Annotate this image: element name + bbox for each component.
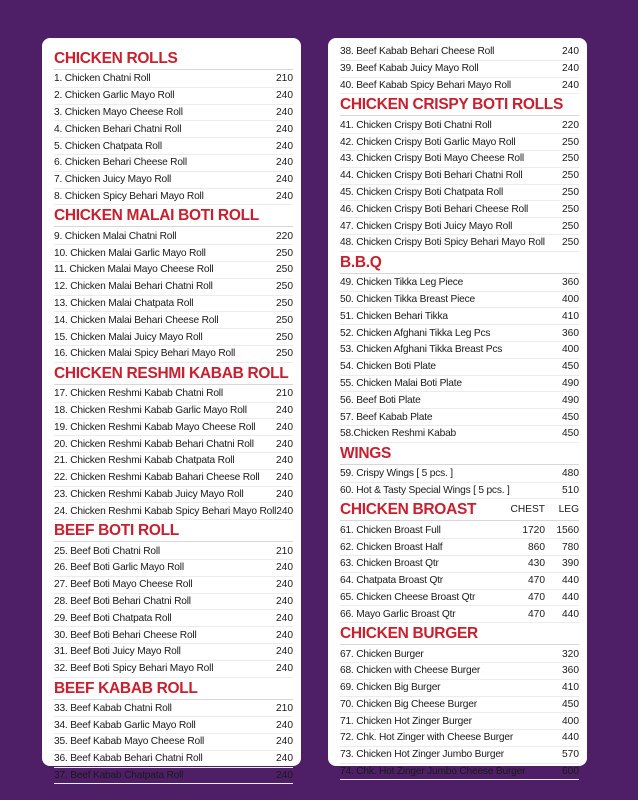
menu-item-price: 250	[562, 237, 579, 249]
menu-item-price: 440	[562, 732, 579, 744]
section-title-b-b-q: B.B.Q	[340, 252, 579, 274]
menu-item-price: 240	[276, 736, 293, 748]
menu-item-row	[54, 701, 293, 718]
menu-item-name: 62. Chicken Broast Half	[340, 541, 443, 553]
menu-item-price: 240	[276, 106, 293, 118]
menu-item-price: 240	[562, 79, 579, 91]
menu-item-row	[340, 483, 579, 500]
menu-item-price: 250	[276, 314, 293, 326]
menu-item-price: 360	[562, 327, 579, 339]
menu-item-name: 15. Chicken Malai Juicy Mayo Roll	[54, 331, 203, 343]
menu-item-row	[54, 312, 293, 329]
menu-item-name: 26. Beef Boti Garlic Mayo Roll	[54, 562, 184, 574]
menu-item-price: 250	[276, 264, 293, 276]
broast-item-row	[340, 539, 579, 556]
menu-item-row	[340, 663, 579, 680]
menu-item-price: 240	[276, 505, 294, 517]
broast-title: CHICKEN BROAST	[340, 501, 477, 519]
menu-item-name: 31. Beef Boti Juicy Mayo Roll	[54, 646, 181, 658]
right-menu-sections	[330, 40, 585, 780]
menu-item-row	[340, 78, 579, 95]
menu-item-row	[340, 392, 579, 409]
menu-item-price: 240	[276, 455, 293, 467]
menu-item-price: 210	[276, 73, 293, 85]
menu-item-price: 240	[276, 421, 293, 433]
menu-item-name: 30. Beef Boti Behari Cheese Roll	[54, 629, 197, 641]
leg-price: 440	[562, 608, 579, 620]
menu-item-row	[54, 560, 293, 577]
menu-item-name: 21. Chicken Reshmi Kabab Chatpata Roll	[54, 455, 235, 467]
menu-item-price: 250	[562, 220, 579, 232]
menu-item-price: 400	[562, 715, 579, 727]
menu-item-price: 210	[276, 702, 293, 714]
menu-item-name: 36. Beef Kabab Behari Chatni Roll	[54, 753, 203, 765]
menu-item-price: 240	[276, 629, 293, 641]
menu-item-price: 480	[562, 468, 579, 480]
menu-item-row	[54, 296, 293, 313]
menu-item-row	[340, 376, 579, 393]
section-title-wings: WINGS	[340, 443, 579, 465]
menu-item-price: 250	[562, 203, 579, 215]
menu-item-name: 25. Beef Boti Chatni Roll	[54, 545, 160, 557]
menu-item-row	[54, 419, 293, 436]
menu-item-name: 71. Chicken Hot Zinger Burger	[340, 715, 472, 727]
menu-item-name: 20. Chicken Reshmi Kabab Behari Chatni Roll	[54, 438, 254, 450]
menu-item-row	[340, 466, 579, 483]
menu-item-price: 220	[562, 119, 579, 131]
menu-item-price: 240	[276, 140, 293, 152]
menu-item-price: 240	[276, 190, 293, 202]
chest-price: 1720	[522, 524, 545, 536]
menu-item-price: 240	[276, 157, 293, 169]
broast-item-row	[340, 573, 579, 590]
menu-item-name: 47. Chicken Crispy Boti Juicy Mayo Roll	[340, 220, 513, 232]
menu-item-price: 240	[276, 646, 293, 658]
menu-item-name: 39. Beef Kabab Juicy Mayo Roll	[340, 63, 479, 75]
menu-item-name: 28. Beef Boti Behari Chatni Roll	[54, 595, 191, 607]
menu-item-price: 400	[562, 344, 579, 356]
menu-item-row	[54, 734, 293, 751]
menu-item-row	[340, 275, 579, 292]
leg-price: 1560	[556, 524, 579, 536]
menu-item-name: 34. Beef Kabab Garlic Mayo Roll	[54, 719, 196, 731]
menu-item-row	[340, 235, 579, 252]
menu-item-price: 400	[562, 293, 579, 305]
menu-item-name: 69. Chicken Big Burger	[340, 682, 441, 694]
menu-item-name: 3. Chicken Mayo Cheese Roll	[54, 106, 183, 118]
section-title-chicken-burger: CHICKEN BURGER	[340, 623, 579, 645]
menu-item-price: 490	[562, 394, 579, 406]
menu-item-name: 53. Chicken Afghani Tikka Breast Pcs	[340, 344, 503, 356]
menu-item-row	[54, 644, 293, 661]
menu-item-row	[54, 717, 293, 734]
menu-item-name: 41. Chicken Crispy Boti Chatni Roll	[340, 119, 492, 131]
menu-item-row	[54, 279, 293, 296]
menu-item-name: 13. Chicken Malai Chatpata Roll	[54, 297, 194, 309]
menu-item-price: 250	[276, 297, 293, 309]
menu-item-name: 49. Chicken Tikka Leg Piece	[340, 277, 464, 289]
menu-item-name: 67. Chicken Burger	[340, 648, 424, 660]
menu-item-name: 7. Chicken Juicy Mayo Roll	[54, 174, 172, 186]
menu-item-name: 70. Chicken Big Cheese Burger	[340, 698, 477, 710]
menu-item-price: 240	[276, 579, 293, 591]
menu-item-row	[340, 409, 579, 426]
broast-item-row	[340, 590, 579, 607]
menu-item-price: 210	[276, 388, 293, 400]
menu-item-name: 5. Chicken Chatpata Roll	[54, 140, 162, 152]
chest-price: 860	[528, 541, 545, 553]
menu-item-price: 250	[276, 348, 293, 360]
menu-item-name: 27. Beef Boti Mayo Cheese Roll	[54, 579, 193, 591]
chest-price: 470	[528, 608, 545, 620]
left-menu-panel	[44, 40, 299, 782]
menu-item-name: 18. Chicken Reshmi Kabab Garlic Mayo Roll	[54, 404, 247, 416]
menu-item-price: 240	[276, 719, 293, 731]
menu-item-price: 240	[276, 472, 293, 484]
menu-item-row	[54, 386, 293, 403]
menu-item-name: 38. Beef Kabab Behari Cheese Roll	[340, 46, 495, 58]
menu-item-row	[54, 577, 293, 594]
menu-item-name: 45. Chicken Crispy Boti Chatpata Roll	[340, 186, 504, 198]
menu-item-name: 40. Beef Kabab Spicy Behari Mayo Roll	[340, 79, 511, 91]
menu-item-name: 44. Chicken Crispy Boti Behari Chatni Roll	[340, 170, 523, 182]
menu-item-name: 22. Chicken Reshmi Kabab Bahari Cheese Roll	[54, 472, 260, 484]
menu-item-name: 6. Chicken Behari Cheese Roll	[54, 157, 187, 169]
menu-item-name: 56. Beef Boti Plate	[340, 394, 421, 406]
menu-item-row	[54, 346, 293, 363]
menu-item-price: 360	[562, 277, 579, 289]
menu-item-price: 240	[276, 488, 293, 500]
menu-item-price: 240	[276, 90, 293, 102]
menu-item-row	[340, 151, 579, 168]
menu-item-row	[340, 117, 579, 134]
menu-item-name: 4. Chicken Behari Chatni Roll	[54, 123, 182, 135]
menu-item-price: 320	[562, 648, 579, 660]
menu-item-row	[54, 329, 293, 346]
menu-item-price: 250	[562, 170, 579, 182]
menu-item-row	[54, 262, 293, 279]
menu-item-price: 600	[562, 766, 579, 778]
menu-item-name: 74. Chk. Hot Zinger Jumbo Cheese Burger	[340, 766, 526, 778]
menu-item-price: 240	[276, 174, 293, 186]
menu-item-price: 240	[276, 404, 293, 416]
menu-item-price: 250	[562, 153, 579, 165]
menu-item-name: 72. Chk. Hot Zinger with Cheese Burger	[340, 732, 514, 744]
menu-item-price: 490	[562, 377, 579, 389]
menu-item-price: 240	[276, 438, 293, 450]
chest-price: 430	[528, 558, 545, 570]
section-title-beef-boti-roll: BEEF BOTI ROLL	[54, 520, 293, 542]
menu-item-price: 250	[562, 186, 579, 198]
leg-price: 390	[562, 558, 579, 570]
menu-item-price: 240	[276, 663, 293, 675]
menu-item-price: 240	[276, 770, 293, 782]
menu-item-row	[340, 426, 579, 443]
menu-item-name: 37. Beef Kabab Chatpata Roll	[54, 770, 184, 782]
menu-item-name: 57. Beef Kabab Plate	[340, 411, 433, 423]
menu-item-price: 450	[562, 698, 579, 710]
menu-item-row	[54, 470, 293, 487]
menu-item-name: 65. Chicken Cheese Broast Qtr	[340, 591, 476, 603]
menu-item-row	[54, 768, 293, 785]
menu-item-name: 32. Beef Boti Spicy Behari Mayo Roll	[54, 663, 214, 675]
menu-item-name: 48. Chicken Crispy Boti Spicy Behari Mayo Roll	[340, 237, 545, 249]
menu-item-name: 54. Chicken Boti Plate	[340, 361, 436, 373]
menu-item-name: 43. Chicken Crispy Boti Mayo Cheese Roll	[340, 153, 524, 165]
menu-item-row	[54, 121, 293, 138]
menu-item-price: 450	[562, 361, 579, 373]
menu-item-price: 510	[562, 484, 579, 496]
left-menu-sections	[44, 40, 299, 784]
menu-item-name: 12. Chicken Malai Behari Chatni Roll	[54, 281, 213, 293]
menu-item-name: 14. Chicken Malai Behari Cheese Roll	[54, 314, 219, 326]
menu-item-row	[54, 627, 293, 644]
menu-item-row	[54, 105, 293, 122]
chest-price: 470	[528, 575, 545, 587]
menu-item-row	[54, 436, 293, 453]
menu-item-row	[340, 185, 579, 202]
menu-item-name: 16. Chicken Malai Spicy Behari Mayo Roll	[54, 348, 236, 360]
menu-item-price: 450	[562, 411, 579, 423]
menu-item-name: 35. Beef Kabab Mayo Cheese Roll	[54, 736, 205, 748]
menu-item-name: 33. Beef Kabab Chatni Roll	[54, 702, 172, 714]
menu-item-price: 240	[276, 123, 293, 135]
section-title-chicken-crispy-boti-rolls: CHICKEN CRISPY BOTI ROLLS	[340, 94, 579, 116]
menu-item-name: 51. Chicken Behari Tikka	[340, 310, 448, 322]
menu-item-name: 55. Chicken Malai Boti Plate	[340, 377, 462, 389]
section-title-chicken-broast	[340, 499, 579, 521]
menu-item-row	[54, 155, 293, 172]
section-title-chicken-rolls: CHICKEN ROLLS	[54, 48, 293, 70]
menu-item-price: 250	[562, 136, 579, 148]
menu-item-row	[340, 44, 579, 61]
menu-item-name: 19. Chicken Reshmi Kabab Mayo Cheese Roll	[54, 421, 256, 433]
menu-item-price: 360	[562, 665, 579, 677]
menu-item-name: 1. Chicken Chatni Roll	[54, 73, 151, 85]
menu-item-price: 250	[276, 247, 293, 259]
menu-item-row	[54, 453, 293, 470]
broast-item-row	[340, 556, 579, 573]
menu-item-price: 410	[562, 310, 579, 322]
leg-column-header: LEG	[558, 504, 579, 516]
menu-item-name: 59. Crispy Wings [ 5 pcs. ]	[340, 468, 453, 480]
leg-price: 780	[562, 541, 579, 553]
menu-item-name: 46. Chicken Crispy Boti Behari Cheese Roll	[340, 203, 529, 215]
menu-item-name: 29. Beef Boti Chatpata Roll	[54, 612, 172, 624]
menu-item-price: 210	[276, 545, 293, 557]
menu-item-name: 50. Chicken Tikka Breast Piece	[340, 293, 475, 305]
menu-item-row	[340, 61, 579, 78]
continued-beef-kabab-rows	[340, 44, 579, 94]
menu-item-row	[340, 308, 579, 325]
menu-item-name: 64. Chatpata Broast Qtr	[340, 575, 443, 587]
chest-price: 470	[528, 591, 545, 603]
menu-item-price: 240	[276, 595, 293, 607]
menu-item-row	[54, 661, 293, 678]
leg-price: 440	[562, 591, 579, 603]
menu-item-price: 240	[276, 562, 293, 574]
menu-item-name: 10. Chicken Malai Garlic Mayo Roll	[54, 247, 206, 259]
menu-item-name: 61. Chicken Broast Full	[340, 524, 441, 536]
menu-item-price: 220	[276, 230, 293, 242]
menu-item-name: 9. Chicken Malai Chatni Roll	[54, 230, 177, 242]
menu-item-name: 42. Chicken Crispy Boti Garlic Mayo Roll	[340, 136, 516, 148]
right-menu-panel	[330, 40, 585, 778]
menu-item-row	[54, 403, 293, 420]
menu-item-row	[340, 764, 579, 781]
menu-item-name: 8. Chicken Spicy Behari Mayo Roll	[54, 190, 204, 202]
menu-item-row	[340, 168, 579, 185]
menu-item-price: 240	[276, 753, 293, 765]
broast-item-row	[340, 606, 579, 623]
menu-item-row	[54, 138, 293, 155]
menu-item-name: 60. Hot & Tasty Special Wings [ 5 pcs. ]	[340, 484, 510, 496]
menu-item-row	[54, 543, 293, 560]
menu-item-row	[54, 71, 293, 88]
section-title-beef-kabab-roll: BEEF KABAB ROLL	[54, 678, 293, 700]
menu-item-row	[340, 697, 579, 714]
menu-item-name: 17. Chicken Reshmi Kabab Chatni Roll	[54, 388, 223, 400]
menu-item-name: 58.Chicken Reshmi Kabab	[340, 428, 457, 440]
menu-item-row	[340, 325, 579, 342]
menu-item-price: 410	[562, 682, 579, 694]
menu-item-name: 73. Chicken Hot Zinger Jumbo Burger	[340, 749, 505, 761]
menu-item-row	[54, 487, 293, 504]
menu-item-price: 250	[276, 281, 293, 293]
menu-item-name: 63. Chicken Broast Qtr	[340, 558, 439, 570]
menu-item-row	[340, 201, 579, 218]
menu-item-row	[340, 342, 579, 359]
menu-item-row	[54, 172, 293, 189]
menu-item-row	[340, 680, 579, 697]
menu-item-row	[340, 134, 579, 151]
broast-item-row	[340, 522, 579, 539]
menu-item-price: 240	[562, 46, 579, 58]
menu-item-row	[54, 610, 293, 627]
menu-item-name: 2. Chicken Garlic Mayo Roll	[54, 90, 175, 102]
chest-column-header: CHEST	[510, 504, 545, 516]
menu-item-name: 24. Chicken Reshmi Kabab Spicy Behari Mayo Roll	[54, 505, 277, 517]
menu-item-row	[340, 292, 579, 309]
menu-item-price: 240	[562, 63, 579, 75]
menu-item-row	[340, 730, 579, 747]
leg-price: 440	[562, 575, 579, 587]
menu-item-name: 66. Mayo Garlic Broast Qtr	[340, 608, 456, 620]
menu-item-row	[54, 228, 293, 245]
menu-item-row	[54, 245, 293, 262]
menu-item-row	[54, 751, 293, 768]
section-title-chicken-reshmi-kabab-roll: CHICKEN RESHMI KABAB ROLL	[54, 363, 293, 385]
menu-item-row	[340, 218, 579, 235]
menu-item-price: 240	[276, 612, 293, 624]
menu-item-price: 450	[562, 428, 579, 440]
menu-item-row	[340, 359, 579, 376]
menu-item-row	[54, 503, 293, 520]
menu-item-name: 52. Chicken Afghani Tikka Leg Pcs	[340, 327, 491, 339]
menu-item-name: 68. Chicken with Cheese Burger	[340, 665, 481, 677]
menu-item-row	[340, 713, 579, 730]
menu-item-price: 250	[276, 331, 293, 343]
menu-item-row	[54, 88, 293, 105]
menu-item-name: 23. Chicken Reshmi Kabab Juicy Mayo Roll	[54, 488, 244, 500]
menu-item-price: 570	[562, 749, 579, 761]
section-title-chicken-malai-boti-roll: CHICKEN MALAI BOTI ROLL	[54, 205, 293, 227]
menu-item-row	[340, 747, 579, 764]
menu-item-name: 11. Chicken Malai Mayo Cheese Roll	[54, 264, 214, 276]
menu-item-row	[54, 189, 293, 206]
menu-item-row	[340, 646, 579, 663]
menu-item-row	[54, 594, 293, 611]
